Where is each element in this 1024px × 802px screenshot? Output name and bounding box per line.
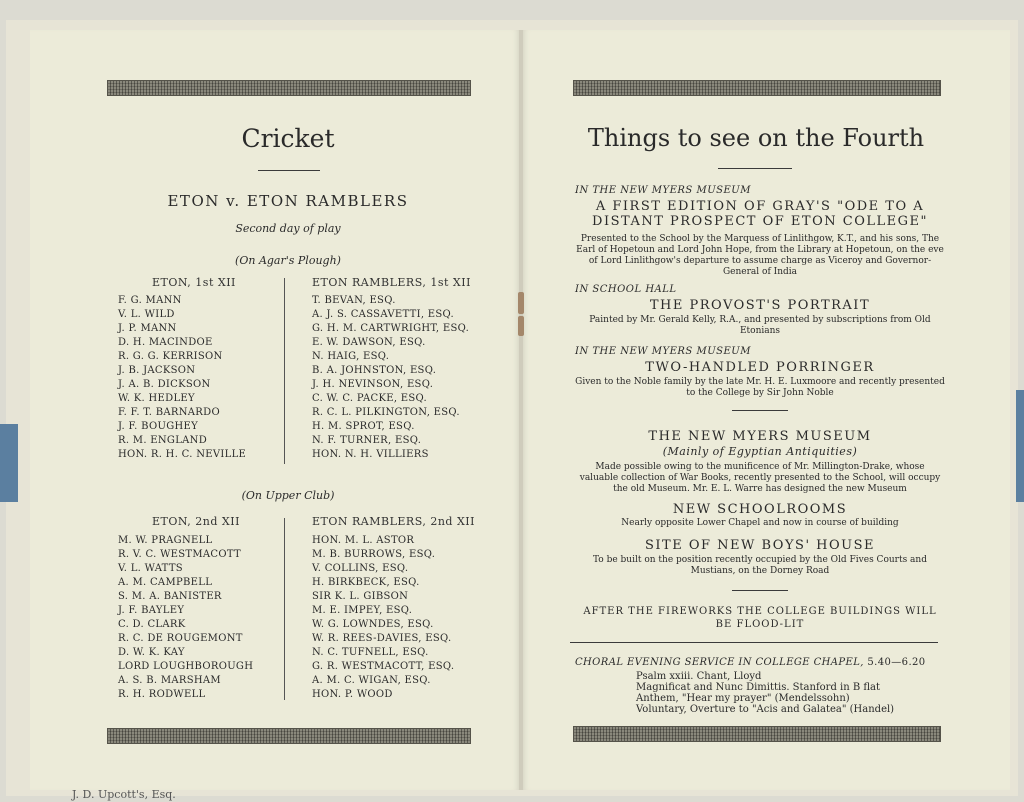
player-name: R. C. DE ROUGEMONT [118, 633, 243, 644]
decorative-band-bottom-right [573, 726, 941, 742]
choral-label: CHORAL EVENING SERVICE IN COLLEGE CHAPEL, [575, 657, 864, 668]
player-name: W. G. LOWNDES, ESQ. [312, 619, 434, 630]
player-name: SIR K. L. GIBSON [312, 591, 409, 602]
player-name: W. R. REES-DAVIES, ESQ. [312, 633, 452, 644]
player-name: F. F. T. BARNARDO [118, 407, 220, 418]
player-name: D. H. MACINDOE [118, 337, 213, 348]
team-list-eton-2nd [118, 534, 253, 702]
choral-line: Magnificat and Nunc Dimittis. Stanford in B flat [636, 682, 881, 693]
section-title-3: TWO-HANDLED PORRINGER [645, 360, 875, 375]
player-name: A. S. B. MARSHAM [118, 675, 221, 686]
team-heading-eton-1st: ETON, 1st XII [152, 276, 236, 289]
player-name: V. L. WATTS [118, 563, 183, 574]
choral-heading [575, 657, 926, 668]
column-divider-1 [284, 278, 285, 464]
player-name: C. W. C. PACKE, ESQ. [312, 393, 428, 404]
choral-program [636, 671, 894, 715]
section-label-2: IN SCHOOL HALL [575, 284, 677, 295]
blue-cover-edge-left [0, 424, 18, 502]
player-name: S. M. A. BANISTER [118, 591, 222, 602]
page-gutter [519, 30, 523, 790]
decorative-band-top-right [573, 80, 941, 96]
section-text-1: Presented to the School by the Marquess of Linlithgow, K.T., and his sons, The Earl of Hopetoun and Lord John Hope, from the Library at Hopetoun, on the eve of Lord Linlithgow's departure to assume charge as Viceroy and Governor-General of India [576, 234, 944, 277]
player-name: LORD LOUGHBOROUGH [118, 661, 254, 672]
match-title: ETON v. ETON RAMBLERS [167, 192, 409, 210]
section-text-3: Given to the Noble family by the late Mr. H. E. Luxmoore and recently presented to the College by Sir John Noble [575, 377, 945, 398]
section-label-1: IN THE NEW MYERS MUSEUM [575, 185, 751, 196]
column-divider-2 [284, 518, 285, 700]
player-name: J. B. JACKSON [118, 365, 196, 376]
player-name: J. P. MANN [118, 323, 177, 334]
team-list-ramblers-2nd [312, 534, 454, 702]
player-name: G. R. WESTMACOTT, ESQ. [312, 661, 455, 672]
choral-rule [570, 642, 938, 643]
player-name: HON. P. WOOD [312, 689, 393, 700]
player-name: M. B. BURROWS, ESQ. [312, 549, 436, 560]
choral-line: Voluntary, Overture to "Acis and Galatea" (Handel) [636, 704, 895, 715]
player-name: C. D. CLARK [118, 619, 186, 630]
player-name: HON. R. H. C. NEVILLE [118, 449, 247, 460]
player-name: R. H. RODWELL [118, 689, 206, 700]
ground-2: (On Upper Club) [241, 489, 335, 502]
team-list-eton-1st [118, 294, 246, 462]
staple-bottom [518, 316, 524, 336]
player-name: D. W. K. KAY [118, 647, 185, 658]
player-name: F. G. MANN [118, 295, 182, 306]
section-subtitle-4: (Mainly of Egyptian Antiquities) [662, 445, 858, 458]
choral-line: Anthem, "Hear my prayer" (Mendelssohn) [636, 693, 850, 704]
team-heading-ramblers-2nd: ETON RAMBLERS, 2nd XII [312, 515, 475, 528]
section-rule-1 [732, 410, 788, 411]
player-name: J. F. BAYLEY [118, 605, 185, 616]
player-name: J. F. BOUGHEY [118, 421, 198, 432]
section-rule-2 [732, 590, 788, 591]
section-text-2: Painted by Mr. Gerald Kelly, R.A., and presented by subscriptions from Old Etonians [589, 315, 931, 336]
ground-1: (On Agar's Plough) [235, 254, 341, 267]
player-name: N. F. TURNER, ESQ. [312, 435, 422, 446]
player-name: J. A. B. DICKSON [118, 379, 211, 390]
player-name: A. M. CAMPBELL [118, 577, 213, 588]
player-name: R. V. C. WESTMACOTT [118, 549, 242, 560]
section-title-4: THE NEW MYERS MUSEUM [648, 429, 872, 444]
player-name: R. G. G. KERRISON [118, 351, 223, 362]
section-title-1: A FIRST EDITION OF GRAY'S "ODE TO A DISTANT PROSPECT OF ETON COLLEGE" [592, 199, 928, 229]
player-name: N. C. TUFNELL, ESQ. [312, 647, 429, 658]
section-title-2: THE PROVOST'S PORTRAIT [649, 298, 871, 313]
choral-line: Psalm xxiii. Chant, Lloyd [636, 671, 762, 682]
title-rule-left [258, 170, 320, 171]
player-name: E. W. DAWSON, ESQ. [312, 337, 426, 348]
decorative-band-top-left [107, 80, 471, 96]
section-text-4: Made possible owing to the munificence of Mr. Millington-Drake, whose valuable collection of War Books, recently presented to the School, will occupy the old Museum. Mr. E. L. Warre has designed the new Museum [579, 462, 941, 494]
decorative-band-bottom-left [107, 728, 471, 744]
player-name: T. BEVAN, ESQ. [312, 295, 396, 306]
title-rule-right [718, 168, 792, 169]
section-text-5: Nearly opposite Lower Chapel and now in course of building [621, 518, 899, 528]
player-name: R. C. L. PILKINGTON, ESQ. [312, 407, 460, 418]
player-name: W. K. HEDLEY [118, 393, 195, 404]
player-name: V. COLLINS, ESQ. [312, 563, 409, 574]
section-title-5: NEW SCHOOLROOMS [672, 502, 848, 517]
player-name: M. W. PRAGNELL [118, 535, 213, 546]
player-name: R. M. ENGLAND [118, 435, 208, 446]
player-name: G. H. M. CARTWRIGHT, ESQ. [312, 323, 470, 334]
match-subtitle: Second day of play [235, 222, 341, 235]
team-heading-ramblers-1st: ETON RAMBLERS, 1st XII [312, 276, 471, 289]
section-title-6: SITE OF NEW BOYS' HOUSE [645, 538, 875, 553]
blue-cover-edge-right [1016, 390, 1024, 502]
page-title-left: Cricket [241, 124, 335, 153]
page-title-right: Things to see on the Fourth [587, 124, 925, 152]
team-list-ramblers-1st [312, 294, 469, 462]
player-name: N. HAIG, ESQ. [312, 351, 390, 362]
player-name: B. A. JOHNSTON, ESQ. [312, 365, 437, 376]
section-text-6: To be built on the position recently occupied by the Old Fives Courts and Mustians, on the Dorney Road [593, 555, 927, 576]
player-name: HON. M. L. ASTOR [312, 535, 415, 546]
player-name: HON. N. H. VILLIERS [312, 449, 429, 460]
back-sheet-fragment: J. D. Upcott's, Esq. [72, 788, 176, 801]
player-name: H. BIRKBECK, ESQ. [312, 577, 420, 588]
section-label-3: IN THE NEW MYERS MUSEUM [575, 346, 751, 357]
team-heading-eton-2nd: ETON, 2nd XII [152, 515, 240, 528]
choral-time: 5.40—6.20 [867, 657, 926, 668]
player-name: A. J. S. CASSAVETTI, ESQ. [312, 309, 455, 320]
fireworks-note: AFTER THE FIREWORKS THE COLLEGE BUILDINGS WILL BE FLOOD-LIT [583, 606, 937, 630]
player-name: A. M. C. WIGAN, ESQ. [312, 675, 431, 686]
staple-top [518, 292, 524, 314]
player-name: H. M. SPROT, ESQ. [312, 421, 415, 432]
player-name: M. E. IMPEY, ESQ. [312, 605, 413, 616]
player-name: V. L. WILD [118, 309, 175, 320]
player-name: J. H. NEVINSON, ESQ. [312, 379, 434, 390]
